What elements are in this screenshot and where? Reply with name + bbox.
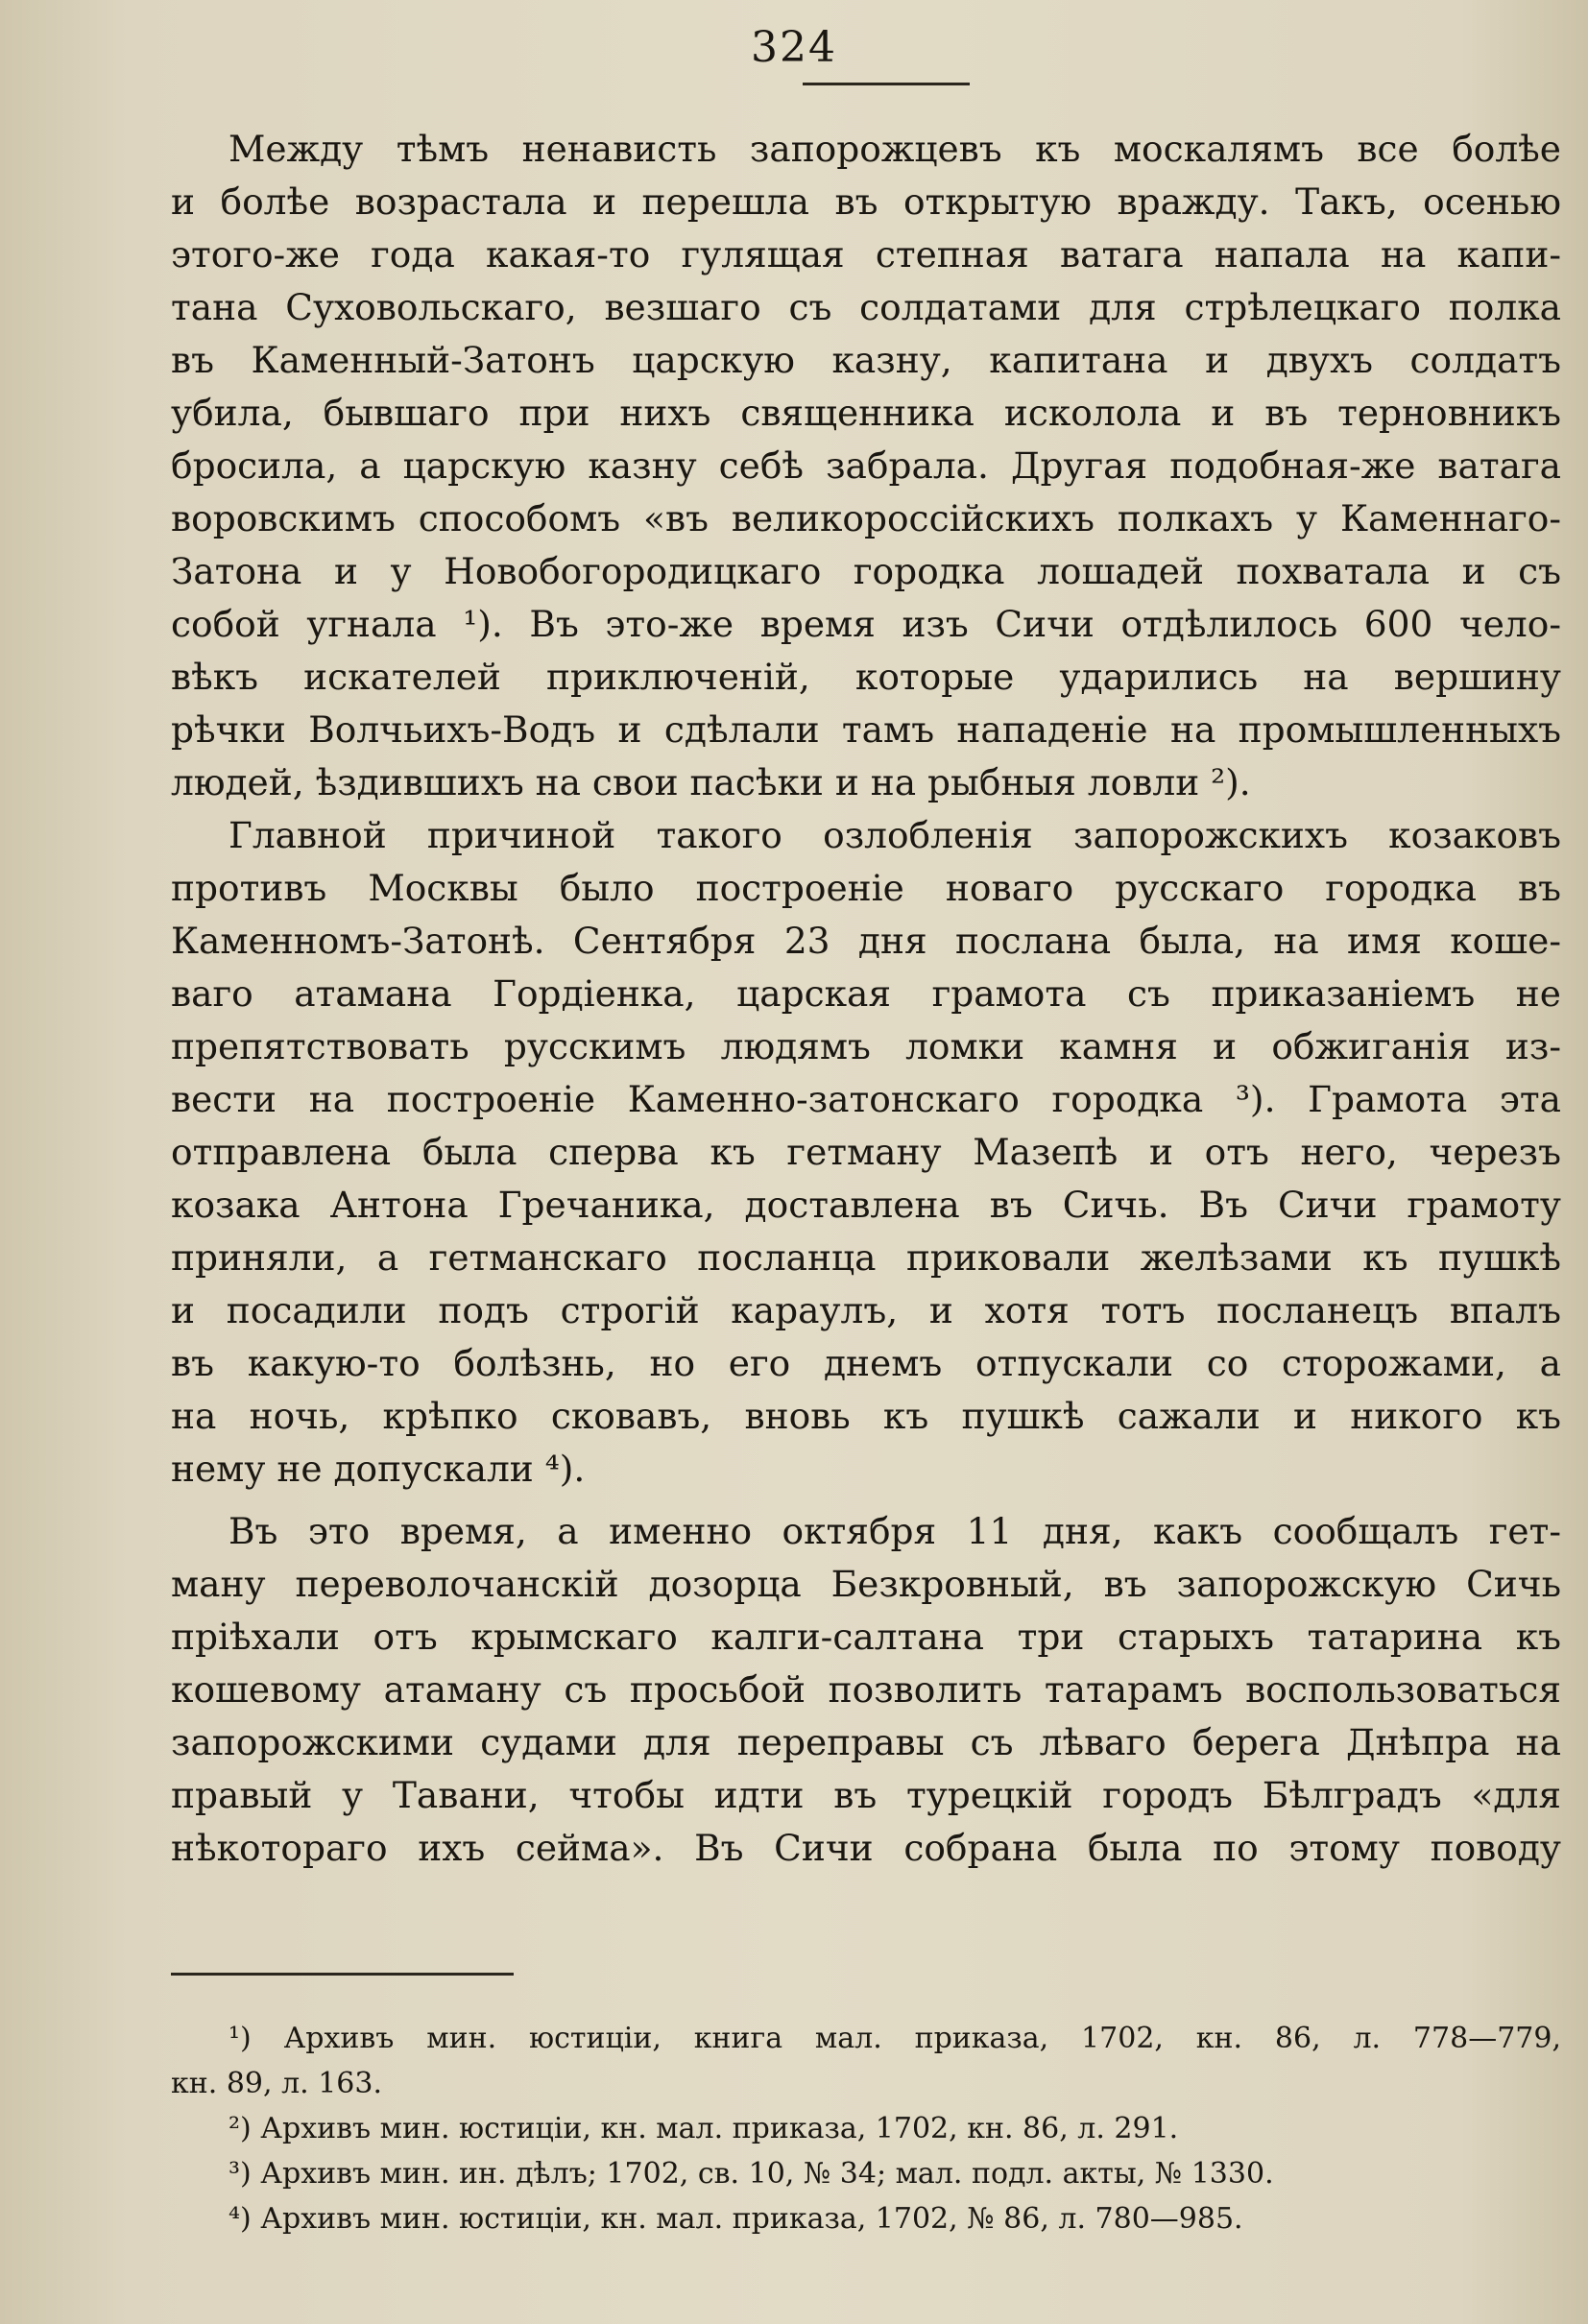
text-line: убила, бывшаго при нихъ священника исколола и въ терновникъ	[171, 392, 1561, 434]
text-line: запорожскими судами для переправы съ лѣваго берега Днѣпра на	[171, 1721, 1561, 1763]
footnotes	[171, 2016, 1561, 2241]
text-line: и посадили подъ строгій караулъ, и хотя тотъ посланецъ впалъ	[171, 1289, 1561, 1331]
text-line: отправлена была сперва къ гетману Мазепѣ и отъ него, черезъ	[171, 1131, 1561, 1173]
text-line: противъ Москвы было построеніе новаго русскаго городка въ	[171, 867, 1561, 909]
body-text	[171, 123, 1561, 1875]
text-line: въ какую-то болѣзнь, но его днемъ отпускали со сторожами, а	[171, 1342, 1561, 1384]
text-line: Затона и у Новобогородицкаго городка лошадей похватала и съ	[171, 550, 1561, 592]
text-line: препятствовать русскимъ людямъ ломки камня и обжиганія из-	[171, 1025, 1561, 1067]
text-line: Каменномъ-Затонѣ. Сентября 23 дня послана была, на имя коше-	[171, 920, 1561, 962]
text-line: ваго атамана Гордіенка, царская грамота съ приказаніемъ не	[171, 972, 1561, 1015]
footnote-rule	[171, 1973, 514, 1976]
text-line: ману переволочанскій дозорца Безкровный, въ запорожскую Сичь	[171, 1563, 1561, 1605]
text-line: пріѣхали отъ крымскаго калги-салтана три старыхъ татарина къ	[171, 1616, 1561, 1658]
text-line: рѣчки Волчьихъ-Водъ и сдѣлали тамъ нападеніе на промышленныхъ	[171, 708, 1561, 751]
footnote-line: ¹) Архивъ мин. юстиціи, книга мал. приказа, 1702, кн. 86, л. 778—779,	[229, 2022, 1561, 2055]
page-number-rule	[803, 83, 970, 85]
text-line: нему не допускали ⁴).	[171, 1448, 586, 1490]
text-line: козака Антона Гречаника, доставлена въ Сичь. Въ Сичи грамоту	[171, 1184, 1561, 1226]
page-number: 324	[751, 23, 837, 72]
footnote-line: ⁴) Архивъ мин. юстиціи, кн. мал. приказа, 1702, № 86, л. 780—985.	[229, 2202, 1243, 2236]
text-line: этого-же года какая-то гулящая степная ватага напала на капи-	[171, 233, 1561, 276]
text-line: вести на построеніе Каменно-затонскаго городка ³). Грамота эта	[171, 1078, 1561, 1120]
text-line: и болѣе возрастала и перешла въ открытую вражду. Такъ, осенью	[171, 180, 1561, 223]
text-line: нѣкотораго ихъ сейма». Въ Сичи собрана была по этому поводу	[171, 1827, 1561, 1869]
text-line: на ночь, крѣпко сковавъ, вновь къ пушкѣ сажали и никого къ	[171, 1395, 1561, 1437]
text-line: вѣкъ искателей приключеній, которые ударились на вершину	[171, 656, 1561, 698]
text-line: кошевому атаману съ просьбой позволить татарамъ воспользоваться	[171, 1668, 1561, 1711]
text-line: Въ это время, а именно октября 11 дня, какъ сообщалъ гет-	[229, 1510, 1561, 1552]
text-line: воровскимъ способомъ «въ великороссійскихъ полкахъ у Каменнаго-	[171, 497, 1561, 539]
text-line: Между тѣмъ ненависть запорожцевъ къ москалямъ все болѣе	[229, 128, 1561, 170]
text-line: въ Каменный-Затонъ царскую казну, капитана и двухъ солдатъ	[171, 339, 1561, 381]
text-line: Главной причиной такого озлобленія запорожскихъ козаковъ	[229, 814, 1561, 856]
text-line: правый у Тавани, чтобы идти въ турецкій городъ Бѣлградъ «для	[171, 1774, 1561, 1816]
footnote-line: кн. 89, л. 163.	[171, 2067, 382, 2100]
text-line: бросила, а царскую казну себѣ забрала. Другая подобная-же ватага	[171, 444, 1561, 487]
text-line: людей, ѣздившихъ на свои пасѣки и на рыбныя ловли ²).	[171, 761, 1251, 803]
text-line: тана Суховольскаго, везшаго съ солдатами для стрѣлецкаго полка	[171, 286, 1561, 328]
footnote-line: ³) Архивъ мин. ин. дѣлъ; 1702, св. 10, № 34; мал. подл. акты, № 1330.	[229, 2157, 1274, 2191]
text-line: собой угнала ¹). Въ это-же время изъ Сичи отдѣлилось 600 чело-	[171, 603, 1561, 645]
text-line: приняли, а гетманскаго посланца приковали желѣзами къ пушкѣ	[171, 1236, 1561, 1279]
footnote-line: ²) Архивъ мин. юстиціи, кн. мал. приказа, 1702, кн. 86, л. 291.	[229, 2112, 1179, 2145]
